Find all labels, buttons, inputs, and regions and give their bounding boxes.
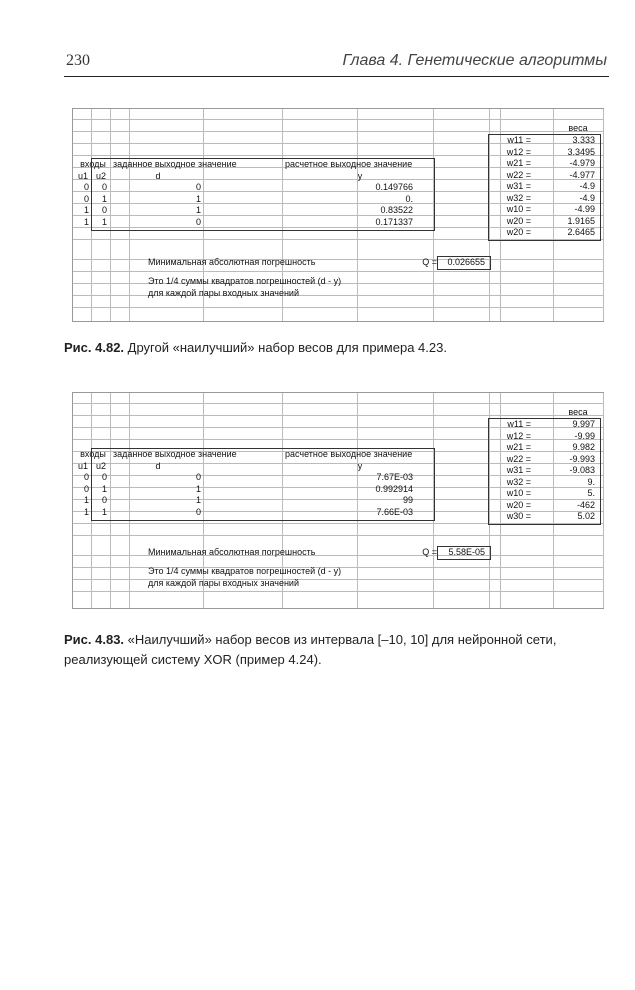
weight-label: w31 = [506,465,531,475]
d-cell: 1 [195,483,201,494]
header-rule [64,76,609,77]
q-value: 0.026655 [447,257,485,267]
u2-cell: 0 [101,182,107,192]
q-label: Q = [422,257,437,267]
weight-label: w12 = [506,430,531,441]
q-value-box [437,546,491,560]
d-cell: 1 [195,495,201,505]
weight-value: -4.977 [569,169,595,180]
d-cell: 0 [195,182,201,192]
weight-label: w20 = [506,227,531,237]
page-number: 230 [66,52,90,69]
weight-label: w30 = [506,511,531,521]
u1-cell: 1 [83,205,89,215]
weight-label: w21 = [506,442,531,452]
d-col-header: d [155,170,161,181]
u1-cell: 0 [83,182,89,192]
u2-cell: 1 [101,193,107,204]
d-cell: 0 [195,506,201,517]
y-cell: 0.83522 [380,205,413,215]
running-title: Глава 4. Генетические алгоритмы [342,52,607,69]
inputs-header: входы [80,159,106,169]
u2-cell: 0 [101,495,107,505]
weight-value: -4.9 [579,181,595,191]
weights-box [488,134,601,241]
d-cell: 1 [195,205,201,215]
u1-cell: 1 [83,506,89,517]
weight-value: -9.083 [569,465,595,475]
min-error-label: Минимальная абсолютная погрешность [148,547,316,557]
grid-vline [603,109,604,321]
y-cell: 0. [405,193,413,204]
u1-cell: 0 [83,472,89,482]
d-header: заданное выходное значение [113,159,237,169]
caption-fig-4-83 [64,630,610,670]
data-table-box [91,448,435,521]
caption-fig-4-82 [64,340,447,355]
y-cell: 0.171337 [375,216,413,227]
grid-hline [73,131,603,132]
spreadsheet-fig-4-82 [72,108,604,322]
u1-cell: 0 [83,483,89,494]
weight-value: 2.6465 [567,227,595,237]
note-line1: Это 1/4 суммы квадратов погрешностей (d - y) [148,566,342,576]
inputs-header: входы [80,449,106,459]
weight-label: w11 = [507,419,531,429]
weight-label: w20 = [506,499,531,510]
weight-label: w12 = [506,146,531,157]
caption-text: Другой «наилучший» набор весов для примера 4.23. [124,340,447,355]
u1-header: u1 [77,460,88,471]
weights-box [488,418,601,525]
weight-value: -9.99 [574,430,595,441]
weight-value: 9.997 [572,419,595,429]
weight-label: w10 = [506,488,531,498]
weight-value: -9.993 [569,453,595,464]
weight-label: w11 = [507,135,531,145]
d-col-header: d [155,460,161,471]
u2-header: u2 [95,460,106,471]
q-value-box [437,256,491,270]
weight-label: w32 = [506,192,531,203]
grid-hline [73,119,603,120]
y-cell: 7.67E-03 [376,472,413,482]
grid-hline [73,307,603,308]
y-col-header: y [357,170,363,181]
u2-cell: 0 [101,472,107,482]
weight-label: w32 = [506,476,531,487]
grid-hline [73,535,603,536]
weight-label: w20 = [506,215,531,226]
weight-value: 9. [587,476,595,487]
u2-cell: 1 [101,216,107,227]
weight-value: 5.02 [577,511,595,521]
weight-label: w10 = [506,204,531,214]
u2-header: u2 [95,170,106,181]
note-line1: Это 1/4 суммы квадратов погрешностей (d - y) [148,276,342,286]
weight-value: -4.979 [569,158,595,168]
caption-label: Рис. 4.83. [64,632,125,647]
weight-label: w22 = [506,453,531,464]
weight-value: 1.9165 [567,215,595,226]
grid-vline [603,393,604,608]
d-cell: 1 [195,193,201,204]
y-cell: 99 [402,495,413,505]
y-cell: 7.66E-03 [376,506,413,517]
u2-cell: 1 [101,506,107,517]
grid-hline [73,591,603,592]
grid-hline [73,415,603,416]
y-cell: 0.992914 [375,483,413,494]
d-cell: 0 [195,472,201,482]
note-line2: для каждой пары входных значений [148,287,299,298]
weight-value: 5. [587,488,595,498]
weight-value: -4.99 [574,204,595,214]
d-header: заданное выходное значение [113,449,237,459]
y-header: расчетное выходное значение [285,449,413,459]
note-line2: для каждой пары входных значений [148,577,299,588]
weight-value: -4.9 [579,192,595,203]
u1-header: u1 [77,170,88,181]
u1-cell: 1 [83,495,89,505]
y-cell: 0.149766 [375,182,413,192]
u1-cell: 1 [83,216,89,227]
data-table-box [91,158,435,231]
weight-value: 3.333 [572,135,595,145]
caption-text-line1: «Наилучший» набор весов из интервала [–10, 10] для нейронной сети, [124,632,557,647]
weights-header: веса [568,407,588,417]
u1-cell: 0 [83,193,89,204]
d-cell: 0 [195,216,201,227]
grid-hline [73,403,603,404]
y-col-header: y [357,460,363,471]
y-header: расчетное выходное значение [285,159,413,169]
grid-hline [73,271,603,272]
weights-header: веса [568,123,588,133]
q-label: Q = [422,547,437,557]
caption-text-line2: реализующей систему XOR (пример 4.24). [64,652,322,667]
weight-value: 3.3495 [567,146,595,157]
weight-value: -462 [576,499,595,510]
caption-label: Рис. 4.82. [64,340,125,355]
weight-value: 9.982 [572,442,595,452]
weight-label: w22 = [506,169,531,180]
weight-label: w31 = [506,181,531,191]
u2-cell: 1 [101,483,107,494]
min-error-label: Минимальная абсолютная погрешность [148,257,316,267]
u2-cell: 0 [101,205,107,215]
weight-label: w21 = [506,158,531,168]
q-value: 5.58E-05 [448,547,485,557]
spreadsheet-fig-4-83 [72,392,604,609]
